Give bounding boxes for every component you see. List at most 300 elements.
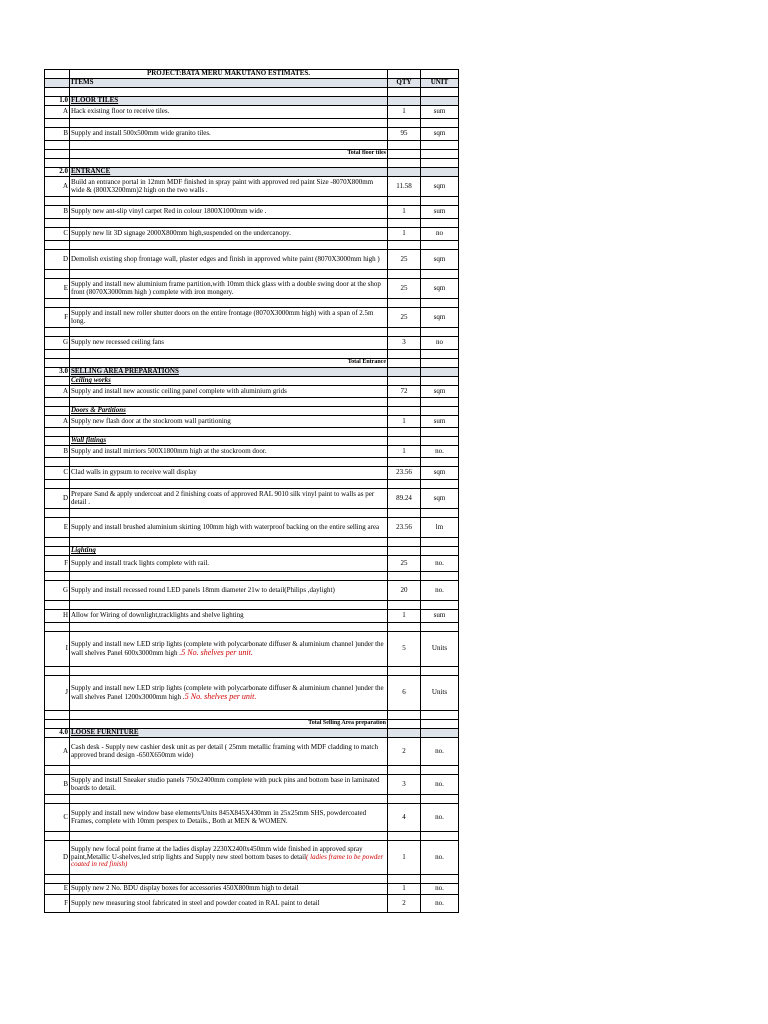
quantity xyxy=(388,150,421,159)
quantity-text: 1 xyxy=(402,852,406,861)
blank-cell xyxy=(70,458,388,467)
unit xyxy=(421,547,459,556)
quantity xyxy=(388,884,421,895)
blank-cell xyxy=(421,832,459,841)
item-description-text: Supply and install mirriors 500X1800mm high at the stockroom door. xyxy=(71,446,267,455)
blank-cell xyxy=(388,241,421,250)
blank-cell xyxy=(45,538,70,547)
unit xyxy=(421,738,459,766)
row-number xyxy=(45,720,70,729)
spacer-row xyxy=(45,458,459,467)
row-number-text: B xyxy=(63,129,68,138)
unit-text: no. xyxy=(435,558,444,567)
blank-cell xyxy=(388,711,421,720)
quantity xyxy=(388,407,421,416)
blank-cell xyxy=(45,219,70,228)
blank-cell xyxy=(70,241,388,250)
project-title: PROJECT:BATA MERU MAKUTANO ESTIMATES. xyxy=(70,70,388,79)
total-row xyxy=(45,720,459,729)
row-number-text: A xyxy=(62,386,68,395)
blank-cell xyxy=(70,480,388,489)
row-number-text: F xyxy=(64,898,68,907)
red-note: ( ladies frame to be powder coated in red finish) xyxy=(71,852,384,869)
item-description xyxy=(70,841,388,875)
row-number xyxy=(45,337,70,350)
blank-cell xyxy=(70,711,388,720)
item-description xyxy=(70,895,388,913)
quantity xyxy=(388,250,421,270)
row-number-text: B xyxy=(63,446,68,455)
item-description xyxy=(70,359,388,368)
item-description xyxy=(70,729,388,738)
section-row xyxy=(45,368,459,377)
blank-cell xyxy=(70,299,388,308)
quantity xyxy=(388,775,421,795)
unit xyxy=(421,467,459,480)
row-number xyxy=(45,177,70,197)
blank-cell xyxy=(70,328,388,337)
item-description-text: Doors & Partitions xyxy=(71,406,126,415)
blank-cell xyxy=(388,538,421,547)
unit xyxy=(421,106,459,119)
red-note: .5 No. shelves per unit. xyxy=(179,647,253,657)
quantity xyxy=(388,729,421,738)
quantity-text: 25 xyxy=(400,558,408,567)
unit xyxy=(421,841,459,875)
blank-cell xyxy=(421,88,459,97)
row-number xyxy=(45,547,70,556)
item-description xyxy=(70,106,388,119)
quantity-text: 2 xyxy=(402,898,406,907)
blank-cell xyxy=(388,832,421,841)
unit xyxy=(421,308,459,328)
row-number xyxy=(45,632,70,667)
blank-cell xyxy=(45,601,70,610)
item-description xyxy=(70,250,388,270)
unit-text: lm xyxy=(435,522,444,531)
item-description-text: FLOOR TILES xyxy=(71,96,119,105)
blank-cell xyxy=(388,299,421,308)
blank-cell xyxy=(45,832,70,841)
quantity-text: 5 xyxy=(402,644,406,653)
item-description xyxy=(70,720,388,729)
item-description-text: Supply and install track lights complete with rail. xyxy=(71,558,210,567)
table-row xyxy=(45,775,459,795)
blank-cell xyxy=(421,70,459,79)
table-row xyxy=(45,250,459,270)
quantity-text: 1 xyxy=(402,611,406,620)
quantity xyxy=(388,467,421,480)
item-description-text: Supply and install new LED strip lights (complete with polycarbonate diffuser & aluminium channel )under the wall shelves Panel 1200x3000mm high xyxy=(71,684,384,701)
table-row xyxy=(45,386,459,398)
blank-cell xyxy=(70,601,388,610)
spacer-row xyxy=(45,119,459,128)
blank-cell xyxy=(388,458,421,467)
blank-cell xyxy=(421,480,459,489)
quantity xyxy=(388,377,421,386)
blank-cell xyxy=(45,458,70,467)
blank-cell xyxy=(70,623,388,632)
blank-cell xyxy=(421,350,459,359)
unit xyxy=(421,804,459,832)
row-number xyxy=(45,841,70,875)
unit xyxy=(421,437,459,446)
item-description xyxy=(70,804,388,832)
spacer-row xyxy=(45,711,459,720)
table-row xyxy=(45,518,459,538)
table-row xyxy=(45,489,459,509)
qty-column-header: QTY xyxy=(388,79,421,88)
quantity-text: 3 xyxy=(402,338,406,347)
unit-text: no xyxy=(436,338,443,347)
spacer-row xyxy=(45,241,459,250)
blank-cell xyxy=(70,141,388,150)
blank-cell xyxy=(421,601,459,610)
unit xyxy=(421,556,459,572)
table-row xyxy=(45,206,459,219)
blank-cell xyxy=(45,711,70,720)
spacer-row xyxy=(45,875,459,884)
quantity-text: 1 xyxy=(402,446,406,455)
unit-text: sum xyxy=(433,207,446,216)
blank-cell xyxy=(421,766,459,775)
spacer-row xyxy=(45,219,459,228)
unit xyxy=(421,250,459,270)
blank-cell xyxy=(388,350,421,359)
spacer-row xyxy=(45,795,459,804)
quantity xyxy=(388,97,421,106)
item-description xyxy=(70,632,388,667)
quantity-text: 1 xyxy=(402,107,406,116)
blank-cell xyxy=(421,197,459,206)
quantity xyxy=(388,738,421,766)
quantity-text: 1 xyxy=(402,416,406,425)
row-number xyxy=(45,368,70,377)
item-description-text: Supply new ant-slip vinyl carpet Red in colour 1800X1000mm wide . xyxy=(71,207,267,216)
row-number-text: B xyxy=(63,779,68,788)
blank-cell xyxy=(45,159,70,168)
item-description-text: Supply new 2 No. BDU display boxes for accessories 450X800mm high to detail xyxy=(71,884,299,893)
table-row xyxy=(45,738,459,766)
row-number xyxy=(45,377,70,386)
spacer-row xyxy=(45,428,459,437)
item-description-text: Supply and install recessed round LED panels 18mm diameter 21w to detail(Philips ,daylight) xyxy=(71,585,335,594)
row-number xyxy=(45,467,70,480)
row-number-text: E xyxy=(63,884,68,893)
blank-cell xyxy=(421,398,459,407)
spacer-row xyxy=(45,350,459,359)
blank-cell xyxy=(388,141,421,150)
table-row xyxy=(45,556,459,572)
row-number xyxy=(45,610,70,623)
unit-text: no. xyxy=(435,779,444,788)
item-description xyxy=(70,168,388,177)
item-description-text: Supply new lit 3D signage 2000X800mm high,suspended on the undercanopy. xyxy=(71,229,291,238)
blank-cell xyxy=(388,572,421,581)
unit xyxy=(421,632,459,667)
blank-cell xyxy=(45,299,70,308)
blank-cell xyxy=(70,832,388,841)
item-description xyxy=(70,610,388,623)
item-description-text: Ceiling works xyxy=(71,376,111,385)
unit-column-header: UNIT xyxy=(421,79,459,88)
row-number xyxy=(45,895,70,913)
blank-cell xyxy=(388,766,421,775)
quantity-text: 4 xyxy=(402,812,406,821)
blank-cell xyxy=(421,119,459,128)
item-description-text: Clad walls in gypsum to receive wall display xyxy=(71,468,197,477)
quantity-text: 2 xyxy=(402,746,406,755)
quantity xyxy=(388,177,421,197)
spacer-row xyxy=(45,270,459,279)
item-description-text: Supply and install new roller shutter doors on the entire frontage (8070X3000mm high) with a span of 2.5m long. xyxy=(71,309,374,325)
row-number xyxy=(45,729,70,738)
unit-text: sqm xyxy=(433,468,446,477)
blank-cell xyxy=(388,270,421,279)
blank-cell xyxy=(388,328,421,337)
unit xyxy=(421,150,459,159)
quantity xyxy=(388,106,421,119)
blank-cell xyxy=(421,711,459,720)
blank-cell xyxy=(421,667,459,676)
item-description xyxy=(70,467,388,480)
blank-cell xyxy=(45,119,70,128)
blank-cell xyxy=(421,428,459,437)
unit-text: sqm xyxy=(433,386,446,395)
blank-cell xyxy=(421,795,459,804)
quantity-text: 25 xyxy=(400,283,408,292)
red-note: .5 No. shelves per unit. xyxy=(182,691,257,701)
quantity xyxy=(388,804,421,832)
spacer-row xyxy=(45,197,459,206)
table-row xyxy=(45,676,459,711)
row-number-text: B xyxy=(63,207,68,216)
item-description xyxy=(70,128,388,141)
row-number xyxy=(45,206,70,219)
row-number-text: 3.0 xyxy=(59,367,68,376)
table-row xyxy=(45,128,459,141)
unit xyxy=(421,729,459,738)
blank-cell xyxy=(388,159,421,168)
unit-text: Units xyxy=(431,644,448,653)
row-number-text: C xyxy=(63,229,68,238)
unit xyxy=(421,168,459,177)
blank-cell xyxy=(388,219,421,228)
item-description-text: Total Entrance xyxy=(347,359,386,366)
item-description-text: Cash desk - Supply new cashier desk unit as per detail ( 25mm metallic framing with MDF cladding to match approved brand design -650X650mm wide) xyxy=(71,743,378,759)
unit xyxy=(421,407,459,416)
spacer-row xyxy=(45,398,459,407)
row-number-text: C xyxy=(63,468,68,477)
blank-cell xyxy=(70,509,388,518)
blank-cell xyxy=(45,241,70,250)
quantity-text: 23.56 xyxy=(396,468,412,477)
blank-cell xyxy=(45,428,70,437)
row-number xyxy=(45,738,70,766)
item-description-text: Demolish existing shop frontage wall, plaster edges and finish in approved white paint (8070X3000mm high ) xyxy=(71,254,380,263)
quantity xyxy=(388,386,421,398)
blank-cell xyxy=(70,667,388,676)
unit-text: no. xyxy=(435,812,444,821)
row-number xyxy=(45,128,70,141)
item-description xyxy=(70,368,388,377)
spacer-row xyxy=(45,572,459,581)
blank-cell xyxy=(70,875,388,884)
blank-cell xyxy=(421,328,459,337)
unit xyxy=(421,610,459,623)
item-description-text: Total Selling Area preparation xyxy=(308,720,386,727)
table-row xyxy=(45,884,459,895)
quantity xyxy=(388,581,421,601)
unit-text: sqm xyxy=(433,181,446,190)
spacer-row xyxy=(45,88,459,97)
item-description-text: Prepare Sand & apply undercoat and 2 finishing coats of approved RAL 9010 silk vinyl paint to walls as per detail . xyxy=(71,490,375,506)
blank-cell xyxy=(70,795,388,804)
quantity-text: 25 xyxy=(400,312,408,321)
spacer-row xyxy=(45,141,459,150)
item-description-text: Supply new flash door at the stockroom wall partitioning xyxy=(71,416,231,425)
item-description xyxy=(70,489,388,509)
blank-cell xyxy=(421,623,459,632)
table-row xyxy=(45,581,459,601)
row-number xyxy=(45,97,70,106)
table-row xyxy=(45,446,459,458)
item-description xyxy=(70,581,388,601)
blank-cell xyxy=(421,241,459,250)
item-description xyxy=(70,377,388,386)
row-number xyxy=(45,228,70,241)
quantity-text: 3 xyxy=(402,779,406,788)
row-number-text: C xyxy=(63,812,68,821)
item-description-text: Supply new focal point frame at the ladies display 2230X2400x450mm wide finished in approved spray paint,Metallic U-shelves,led strip lights and Supply new steel bottom bases to detail xyxy=(71,845,363,861)
section-row xyxy=(45,729,459,738)
row-number xyxy=(45,308,70,328)
row-number xyxy=(45,437,70,446)
blank-cell xyxy=(45,350,70,359)
blank-cell xyxy=(388,623,421,632)
blank-cell xyxy=(70,159,388,168)
blank-cell xyxy=(70,219,388,228)
item-description xyxy=(70,518,388,538)
unit xyxy=(421,416,459,428)
unit-text: sqm xyxy=(433,312,446,321)
row-number xyxy=(45,386,70,398)
item-description xyxy=(70,738,388,766)
section-row xyxy=(45,97,459,106)
sub-row xyxy=(45,377,459,386)
unit-text: no. xyxy=(435,852,444,861)
row-number-text: F xyxy=(64,558,68,567)
blank-cell xyxy=(70,538,388,547)
blank-cell xyxy=(45,328,70,337)
quantity xyxy=(388,128,421,141)
item-description xyxy=(70,97,388,106)
quantity xyxy=(388,610,421,623)
unit xyxy=(421,446,459,458)
row-number xyxy=(45,446,70,458)
item-description xyxy=(70,416,388,428)
spacer-row xyxy=(45,667,459,676)
quantity xyxy=(388,841,421,875)
sub-row xyxy=(45,407,459,416)
quantity xyxy=(388,489,421,509)
item-description-text: Supply and install 500x500mm wide granito tiles. xyxy=(71,129,211,138)
unit xyxy=(421,177,459,197)
quantity xyxy=(388,437,421,446)
blank-cell xyxy=(421,159,459,168)
item-description xyxy=(70,437,388,446)
unit xyxy=(421,720,459,729)
unit-text: sum xyxy=(433,611,446,620)
unit-text: sqm xyxy=(433,129,446,138)
table-row xyxy=(45,308,459,328)
spacer-row xyxy=(45,328,459,337)
blank-cell xyxy=(45,70,70,79)
quantity-text: 1 xyxy=(402,207,406,216)
unit-text: no. xyxy=(435,585,444,594)
blank-cell xyxy=(388,795,421,804)
table-row xyxy=(45,467,459,480)
blank-cell xyxy=(388,197,421,206)
spacer-row xyxy=(45,299,459,308)
blank-cell xyxy=(45,79,70,88)
row-number-text: D xyxy=(62,493,68,502)
row-number-text: J xyxy=(65,688,68,697)
quantity xyxy=(388,359,421,368)
row-number-text: 1.0 xyxy=(59,96,68,105)
blank-cell xyxy=(421,875,459,884)
blank-cell xyxy=(421,299,459,308)
unit xyxy=(421,775,459,795)
spacer-row xyxy=(45,601,459,610)
item-description-text: ENTRANCE xyxy=(71,167,111,176)
table-row xyxy=(45,804,459,832)
row-number-text: A xyxy=(62,181,68,190)
quantity xyxy=(388,206,421,219)
table-row xyxy=(45,610,459,623)
quantity-text: 23.56 xyxy=(396,522,412,531)
estimate-table xyxy=(44,69,459,913)
item-description xyxy=(70,446,388,458)
item-description-text: Supply and install brushed aluminium skirting 100mm high with waterproof backing on the entire selling area xyxy=(71,522,380,531)
row-number-text: E xyxy=(63,522,68,531)
blank-cell xyxy=(70,766,388,775)
item-description xyxy=(70,337,388,350)
unit xyxy=(421,368,459,377)
project-title-row xyxy=(45,70,459,79)
blank-cell xyxy=(421,458,459,467)
item-description-text: Lighting xyxy=(71,546,96,555)
row-number xyxy=(45,518,70,538)
blank-cell xyxy=(45,88,70,97)
row-number-text: 2.0 xyxy=(59,167,68,176)
unit-text: no. xyxy=(435,884,444,893)
item-description xyxy=(70,228,388,241)
quantity-text: 6 xyxy=(402,688,406,697)
blank-cell xyxy=(421,538,459,547)
row-number-text: H xyxy=(62,611,68,620)
items-column-header: ITEMS xyxy=(70,79,388,88)
sub-row xyxy=(45,437,459,446)
item-description-text: Supply new recessed ceiling fans xyxy=(71,338,164,347)
row-number-text: D xyxy=(62,254,68,263)
table-row xyxy=(45,632,459,667)
table-row xyxy=(45,841,459,875)
quantity-text: 72 xyxy=(400,386,408,395)
quantity-text: 1 xyxy=(402,229,406,238)
quantity xyxy=(388,446,421,458)
item-description xyxy=(70,308,388,328)
